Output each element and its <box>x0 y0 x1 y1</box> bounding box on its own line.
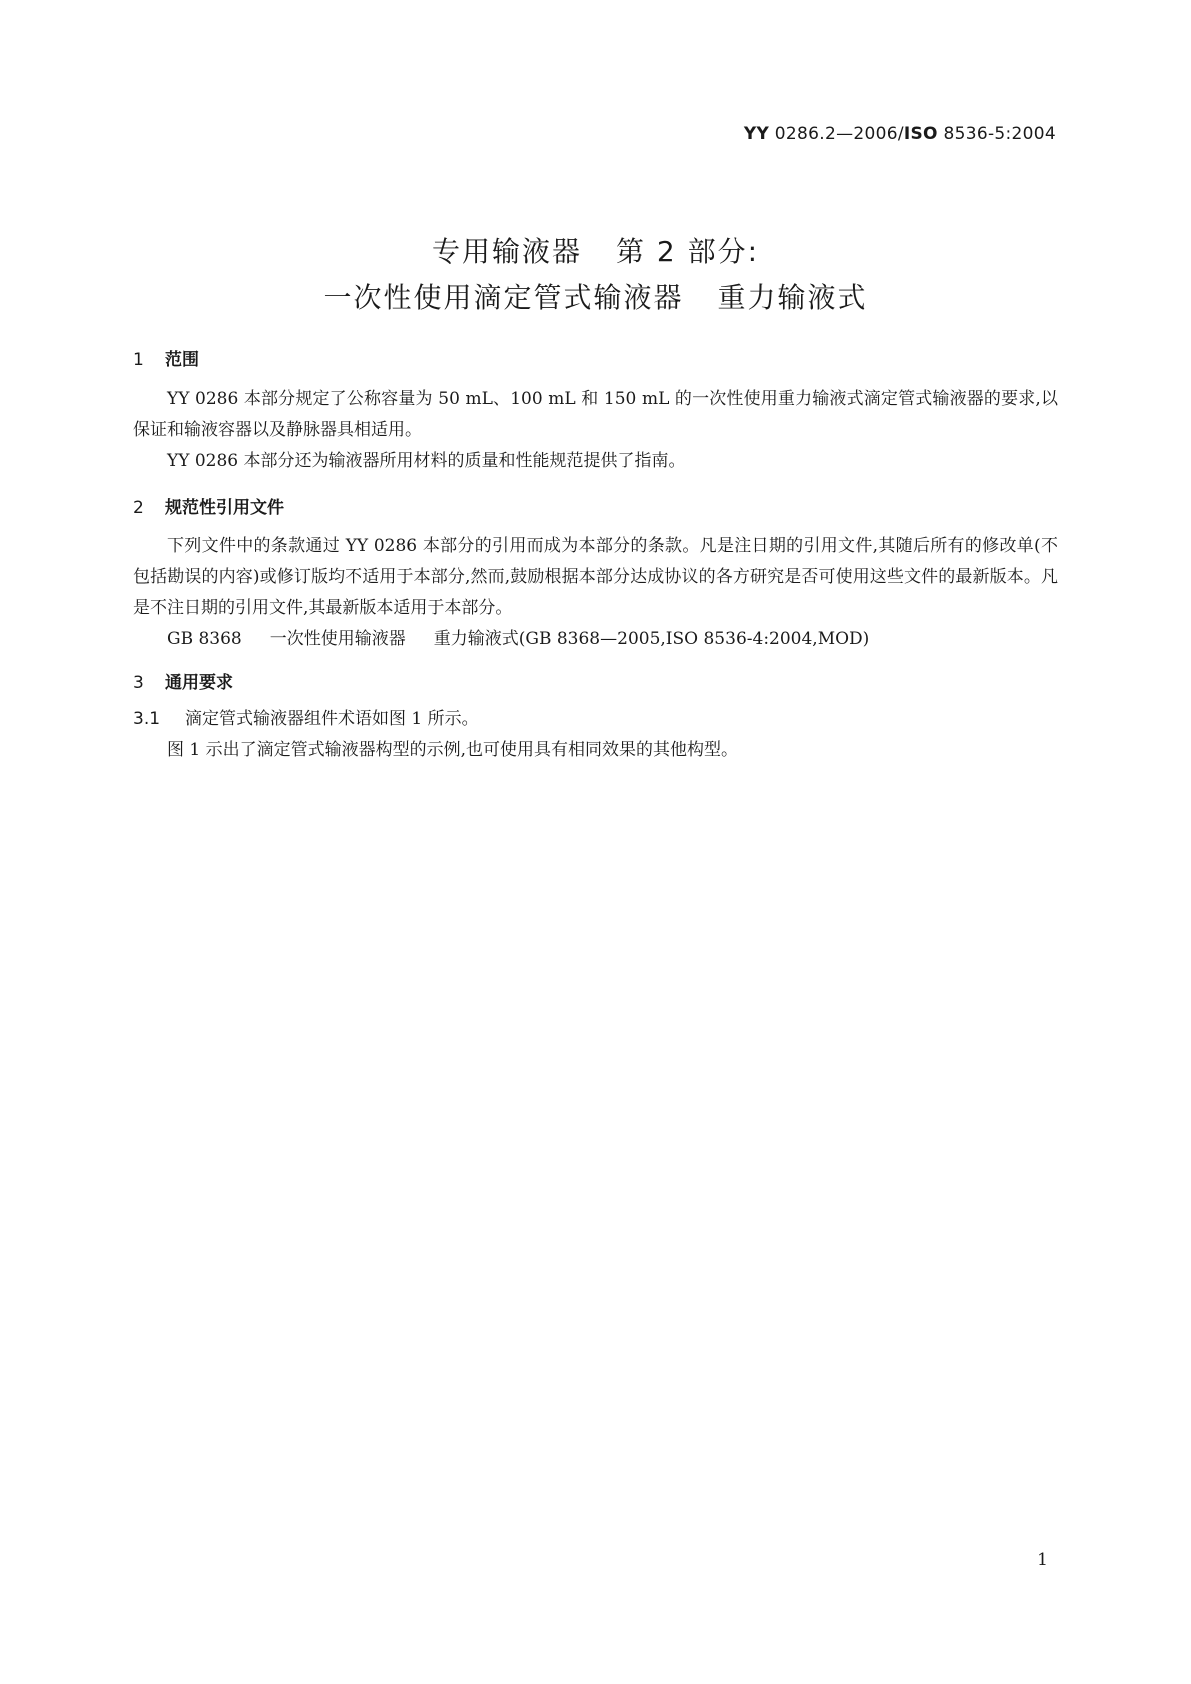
paragraph: YY 0286 本部分还为输液器所用材料的质量和性能规范提供了指南。 <box>167 451 686 471</box>
paragraph: 下列文件中的条款通过 YY 0286 本部分的引用而成为本部分的条款。凡是注日期的引用文件,其随后所有的修改单(不包括勘误的内容)或修订版均不适用于本部分,然而,鼓励根据本部分达成协议的各方研究是否可使用这些文件的最新版本。凡是不注日期的引用文件,其最新版本适用于本部分。 <box>133 536 1059 618</box>
section-title: 范围 <box>165 350 199 370</box>
section-3-heading <box>133 668 233 693</box>
paragraph: YY 0286 本部分规定了公称容量为 50 mL、100 mL 和 150 mL 的一次性使用重力输液式滴定管式输液器的要求,以保证和输液容器以及静脉器具相适用。 <box>133 389 1058 440</box>
section-1-body <box>133 384 1058 477</box>
standard-code-yy: YY <box>743 124 770 144</box>
document-title-line-1 <box>0 230 1191 270</box>
section-1-heading <box>133 345 199 370</box>
reference-title: 一次性使用输液器 <box>269 629 406 649</box>
section-2-heading <box>133 493 284 518</box>
title-main: 专用输液器 <box>431 235 582 268</box>
paragraph: 图 1 示出了滴定管式输液器构型的示例,也可使用具有相同效果的其他构型。 <box>167 740 739 760</box>
clause-number: 3.1 <box>133 709 161 729</box>
section-3-body <box>133 704 1058 766</box>
page-number: 1 <box>1037 1550 1048 1570</box>
document-title-line-2 <box>0 276 1191 316</box>
reference-detail: 重力输液式(GB 8368—2005,ISO 8536-4:2004,MOD) <box>433 629 870 649</box>
title-part: 第 2 部分: <box>615 235 760 268</box>
standard-code-iso-number: 8536-5:2004 <box>937 124 1056 144</box>
title-sub: 一次性使用滴定管式输液器 <box>323 281 684 314</box>
section-number: 1 <box>133 350 144 370</box>
clause-3-1 <box>133 704 1058 735</box>
section-number: 3 <box>133 673 144 693</box>
standard-code-part: 0286.2—2006/ <box>769 124 904 144</box>
section-number: 2 <box>133 498 144 518</box>
section-2-body <box>133 531 1058 655</box>
reference-code: GB 8368 <box>167 629 242 649</box>
section-title: 通用要求 <box>165 673 233 693</box>
reference-entry <box>133 624 1058 655</box>
standard-code-iso: ISO <box>903 124 938 144</box>
section-title: 规范性引用文件 <box>165 498 284 518</box>
title-sub-type: 重力输液式 <box>717 281 868 314</box>
clause-text: 滴定管式输液器组件术语如图 1 所示。 <box>185 709 479 729</box>
standard-code <box>744 124 1056 144</box>
